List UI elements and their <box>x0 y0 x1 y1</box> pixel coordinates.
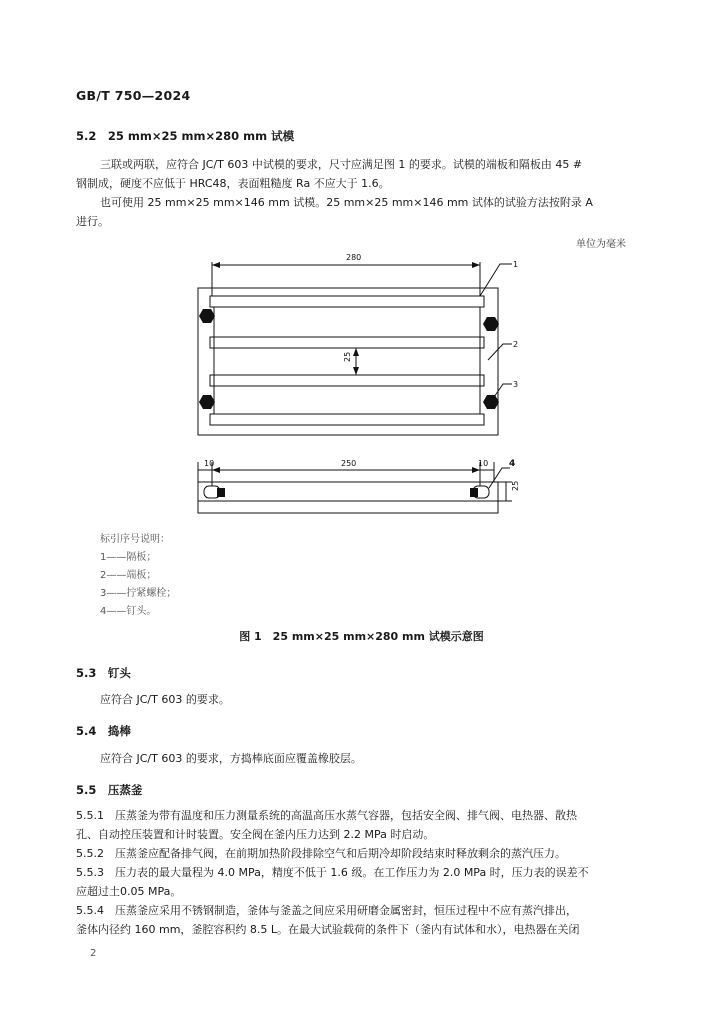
para-line: 钢制成，硬度不应低于 HRC48，表面粗糙度 Ra 不应大于 1.6。 <box>76 177 390 190</box>
section-5-4-body: 应符合 JC/T 603 的要求，方捣棒底面应覆盖橡胶层。 <box>100 752 362 765</box>
leader-line <box>489 468 510 488</box>
bolt-icon <box>483 395 499 409</box>
para-line: 5.5.4 压蒸釜应采用不锈钢制造，釜体与釜盖之间应采用研磨金属密封，恒压过程中不应有蒸汽排出， <box>76 904 577 917</box>
stud-pin-right <box>470 488 478 497</box>
dim-25-side: 25 <box>511 480 520 491</box>
dim-10-right: 10 <box>478 459 489 468</box>
page-number: 2 <box>90 948 97 959</box>
section-5-2-title: 5.2 25 mm×25 mm×280 mm 试模 <box>76 129 295 143</box>
bolt-icon <box>199 395 215 409</box>
partition-plate <box>210 337 484 348</box>
stud-pin-left <box>217 488 225 497</box>
dim-25-top: 25 <box>343 351 352 362</box>
para-line: 5.5.3 压力表的最大量程为 4.0 MPa，精度不低于 1.6 级。在工作压力为 2.0 MPa 时，压力表的误差不 <box>76 866 589 879</box>
dim-250: 250 <box>341 459 357 468</box>
callout-1: 1 <box>513 260 519 269</box>
side-view-outline <box>198 482 498 513</box>
bolt-icon <box>483 317 499 331</box>
dim-10-left: 10 <box>204 459 215 468</box>
dim-280: 280 <box>346 253 362 262</box>
bolt-icon <box>199 309 215 323</box>
para-line: 也可使用 25 mm×25 mm×146 mm 试模。25 mm×25 mm×146 mm 试体的试验方法按附录 A <box>100 196 593 209</box>
legend-item-2: 2——端板； <box>100 570 157 581</box>
leader-line <box>488 344 512 360</box>
partition-plate <box>210 375 484 386</box>
para-line: 应超过土0.05 MPa。 <box>76 885 182 898</box>
legend-title: 标引序号说明： <box>100 534 170 545</box>
callout-2: 2 <box>513 340 519 349</box>
para-line: 5.5.2 压蒸釜应配备排气阀，在前期加热阶段排除空气和后期冷却阶段结束时释放剩余的蒸汽压力。 <box>76 847 566 860</box>
legend-item-1: 1——隔板； <box>100 552 157 563</box>
standard-code: GB/T 750—2024 <box>76 88 191 103</box>
para-line: 5.5.1 压蒸釜为带有温度和压力测量系统的高温高压水蒸气容器，包括安全阀、排气阀、电热器、散热 <box>76 809 577 822</box>
callout-4: 4 <box>509 459 516 469</box>
para-line: 孔、自动控压装置和计时装置。安全阀在釜内压力达到 2.2 MPa 时启动。 <box>76 828 435 841</box>
legend-item-4: 4——钉头。 <box>100 606 157 617</box>
partition-plate <box>210 296 484 307</box>
para-line: 进行。 <box>76 215 109 228</box>
para-line: 釜体内径约 160 mm，釜腔容积约 8.5 L。在最大试验载荷的条件下（釜内有试体和水），电热器在关闭 <box>76 923 580 936</box>
unit-note: 单位为毫米 <box>576 239 626 250</box>
section-5-3-title: 5.3 钉头 <box>76 666 131 680</box>
leader-line <box>480 264 512 296</box>
partition-plate <box>210 414 484 425</box>
section-5-5-title: 5.5 压蒸釜 <box>76 783 143 797</box>
legend-item-3: 3——拧紧螺栓； <box>100 588 177 599</box>
section-5-3-body: 应符合 JC/T 603 的要求。 <box>100 693 230 706</box>
section-5-5-body <box>76 806 646 939</box>
callout-3: 3 <box>513 380 519 389</box>
section-5-4-title: 5.4 捣棒 <box>76 724 131 738</box>
para-line: 三联或两联，应符合 JC/T 603 中试模的要求，尺寸应满足图 1 的要求。试模的端板和隔板由 45 # <box>100 158 583 171</box>
figure-caption: 图 1 25 mm×25 mm×280 mm 试模示意图 <box>239 630 484 643</box>
